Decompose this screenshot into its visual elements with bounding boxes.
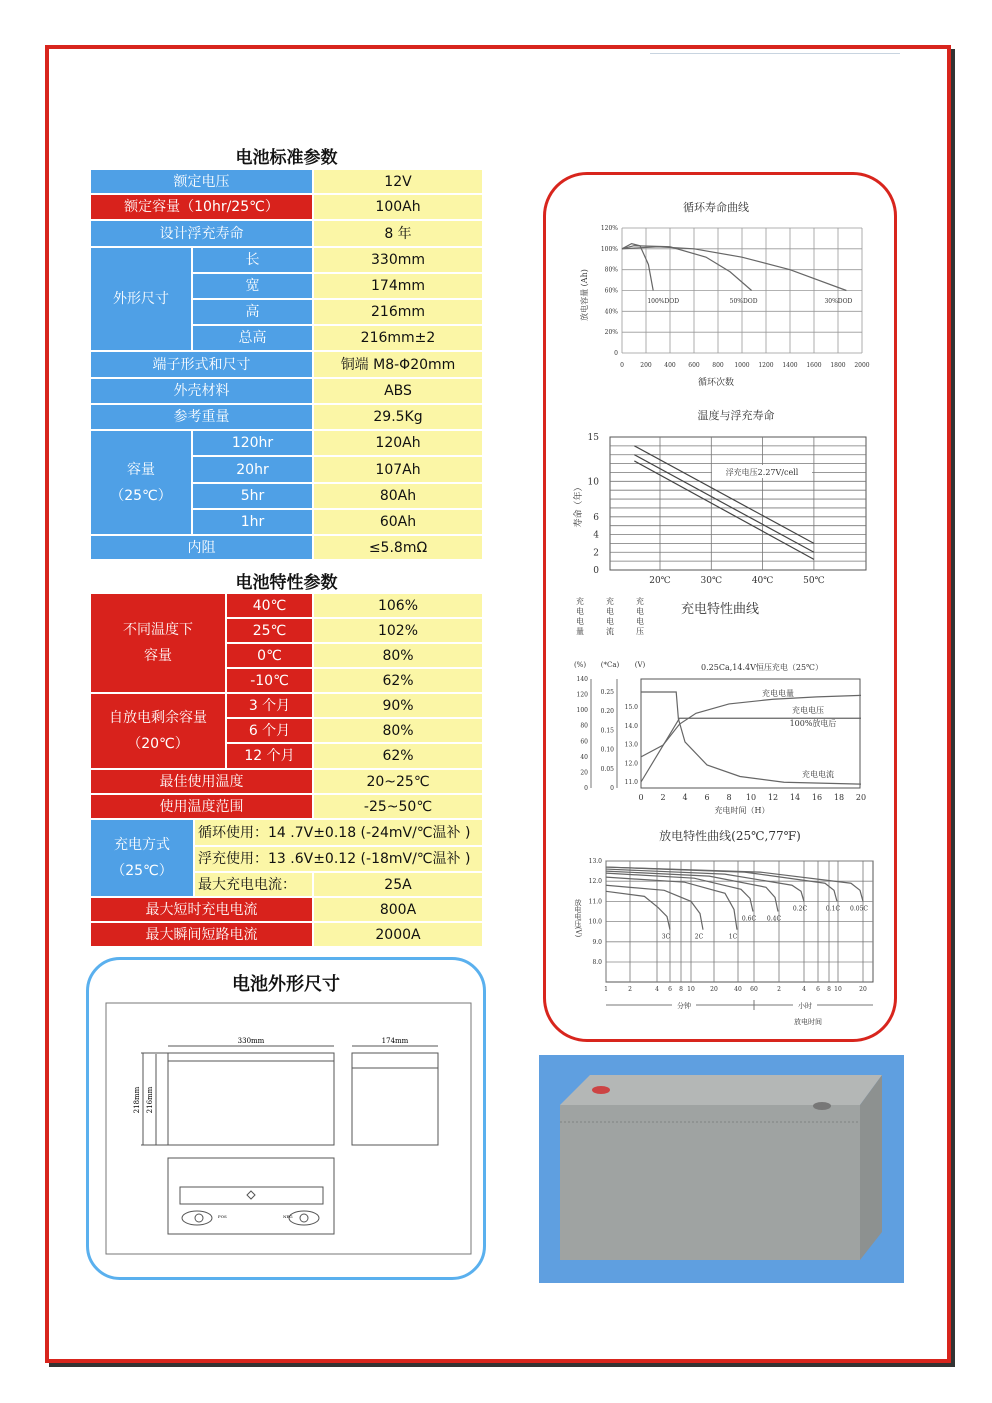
capacity-group-label-text: （25℃） [110, 487, 172, 504]
y-axis-label: 寿命（年） [574, 482, 584, 528]
discharge-curve-label: 0.2C [792, 905, 808, 913]
x-tick-label: 0 [638, 793, 644, 802]
x-tick-label: 6 [816, 986, 820, 993]
param-value-text: 60Ah [379, 514, 417, 530]
temp-capacity-group-text: 容量 [144, 648, 172, 664]
capacity-group-label-text: 容量 [127, 461, 155, 478]
y-tick-label: 20% [604, 329, 618, 337]
y-tick-label: 11.0 [588, 898, 602, 906]
axis-header: 充电电量 [575, 597, 585, 637]
discharge-curve-title: 放电特性曲线(25℃,77℉) [659, 829, 801, 843]
self-discharge-group-text: （20℃） [127, 736, 189, 752]
x-tick-label: 40℃ [751, 576, 774, 586]
ca-tick: 0.20 [600, 708, 614, 716]
ca-tick: 0.10 [600, 746, 614, 754]
y-axis-label: 放电容量 (Ah) [580, 269, 589, 321]
ca-tick: 0 [610, 785, 614, 792]
capacity-label: 充电电量 [762, 689, 794, 698]
x-tick-label: 10 [687, 986, 695, 993]
param-label-text: 端子形式和尺寸 [152, 356, 251, 373]
current-label: 充电电流 [802, 770, 834, 779]
axis-header: 充电电压 [635, 597, 645, 637]
char-value-text: 2000A [375, 926, 421, 943]
x-tick-label: 2 [628, 986, 632, 993]
cycle-curve [622, 244, 653, 291]
discharge-curve [606, 885, 703, 929]
y-tick-label: 40% [604, 308, 618, 316]
param-label-text: 宽 [245, 278, 260, 294]
discharge-curve-label: 1C [728, 933, 738, 941]
discharge-curve-label: 0.6C [741, 915, 757, 923]
param-label-text: 1hr [240, 514, 265, 530]
char-value-text: 80% [382, 722, 414, 739]
param-label-text: 高 [245, 304, 260, 320]
temp-capacity-group-text: 不同温度下 [123, 622, 193, 638]
param-label-text: 总高 [238, 330, 267, 346]
x-tick-label: 20 [710, 986, 718, 993]
x-tick-label: 30℃ [700, 576, 723, 586]
v-tick: 15.0 [624, 704, 638, 711]
voltage-label: 充电电压 [792, 706, 824, 715]
param-label-text: 额定电压 [173, 173, 230, 190]
param-value-text: 107Ah [375, 461, 421, 478]
curve-label: 100%DOD [647, 298, 680, 305]
y-tick-label: 120% [600, 225, 618, 232]
x-tick-label: 2 [777, 986, 781, 993]
battery-illustration [560, 1075, 882, 1260]
x-tick-label: 8 [679, 986, 683, 993]
y-tick-label: 10 [587, 477, 599, 488]
x-tick-label: 4 [655, 986, 659, 993]
v-tick: 14.0 [624, 722, 638, 730]
chart-frame [610, 437, 866, 570]
axis-unit: (%) [573, 661, 587, 669]
cycle-curve [622, 247, 846, 291]
discharge-curve-label: 0.4C [766, 915, 782, 923]
x-tick-label: 6 [668, 986, 672, 993]
y-tick-label: 80% [604, 266, 618, 274]
y-tick-label: 10.0 [588, 918, 602, 926]
axis-header: 充电电流 [605, 597, 615, 637]
param-label-text: 长 [245, 252, 260, 268]
param-value-text: 铜端 M8-Φ20mm [340, 356, 456, 373]
x-tick-label: 1600 [806, 362, 822, 369]
char-label-text: -10℃ [250, 672, 289, 689]
curve-label: 30%DOD [824, 298, 853, 305]
x-axis-label: 循环次数 [697, 378, 735, 388]
char-label-text: 0℃ [257, 647, 282, 664]
char-value-text: 90% [382, 697, 414, 714]
v-tick: 13.0 [624, 741, 638, 749]
v-tick: 11.0 [624, 779, 638, 786]
pct-tick: 120 [576, 691, 588, 699]
height-label: 216mm [146, 1086, 154, 1114]
dimensions-group-label-text: 外形尺寸 [113, 291, 169, 307]
x-tick-label: 10 [745, 793, 757, 802]
x-tick-label: 12 [767, 793, 779, 802]
neg-label: NEG [283, 1214, 293, 1219]
param-label-text: 设计浮充寿命 [159, 225, 244, 242]
y-tick-label: 13.0 [588, 858, 602, 865]
discharge-curve-label: 0.1C [825, 905, 841, 913]
max-charge-current-label-text: 最大充电电流： [198, 876, 296, 893]
charging-method-group-text: 充电方式 [114, 837, 170, 853]
param-label-text: 额定容量（10hr/25℃） [124, 199, 279, 215]
param-value-text: ABS [384, 383, 412, 399]
y-axis-label: 放电电压(V) [574, 898, 582, 938]
pct-tick: 100 [576, 707, 588, 715]
x-tick-label: 16 [811, 793, 823, 802]
char-value-text: -25~50℃ [363, 798, 433, 815]
x-tick-label: 200 [640, 362, 652, 369]
char-value-text: 800A [379, 901, 417, 918]
curve-label: 50%DOD [729, 298, 758, 305]
x-tick-label: 4 [682, 793, 688, 802]
param-value-text: 120Ah [375, 435, 421, 451]
y-tick-label: 4 [593, 530, 599, 541]
y-tick-label: 0 [593, 566, 599, 576]
param-value-text: 330mm [371, 252, 425, 268]
charging-method-group-text: （25℃） [111, 863, 173, 879]
charging-spec-text: 循环使用：14 .7V±0.18 (-24mV/℃温补 ) [198, 824, 471, 841]
x-axis-label: 充电时间（H） [714, 806, 770, 815]
discharge-curve-label: 2C [694, 933, 704, 941]
param-value-text: 216mm [371, 304, 425, 320]
cycle-life-title: 循环寿命曲线 [683, 201, 749, 214]
minutes-label: 分钟 [677, 1002, 691, 1010]
param-value-text: 12V [384, 173, 412, 190]
cycle-curve [622, 246, 752, 291]
discharge-curve-label: 0.05C [850, 905, 868, 913]
pct-tick: 60 [580, 738, 588, 746]
x-tick-label: 18 [833, 793, 845, 802]
x-tick-label: 1000 [734, 362, 750, 369]
char-label-text: 6 个月 [248, 722, 291, 739]
x-tick-label: 1 [604, 986, 608, 993]
y-tick-label: 15 [587, 433, 599, 443]
x-tick-label: 1200 [758, 362, 774, 369]
y-tick-label: 60% [604, 287, 618, 295]
length-label: 330mm [237, 1037, 265, 1045]
y-tick-label: 0 [614, 350, 618, 357]
param-value-text: ≤5.8mΩ [368, 539, 428, 556]
dimensions-drawing-title: 电池外形尺寸 [232, 974, 340, 995]
hours-label: 小时 [798, 1002, 812, 1010]
temp-life-title: 温度与浮充寿命 [697, 409, 775, 422]
x-tick-label: 400 [664, 362, 676, 369]
char-value-text: 80% [382, 647, 414, 664]
x-tick-label: 1800 [830, 362, 846, 369]
width-label: 174mm [381, 1037, 409, 1045]
y-tick-label: 9.0 [592, 938, 602, 946]
x-tick-label: 20 [855, 793, 867, 802]
pct-tick: 80 [580, 722, 588, 730]
charge-subtitle: 0.25Ca,14.4V恒压充电（25℃） [701, 663, 823, 672]
param-label-text: 120hr [231, 435, 274, 451]
characteristics-title: 电池特性参数 [235, 573, 338, 593]
char-label-text: 25℃ [252, 622, 287, 639]
standard-params-title: 电池标准参数 [235, 148, 338, 168]
v-tick: 12.0 [624, 760, 638, 768]
y-tick-label: 6 [593, 512, 599, 523]
x-tick-label: 8 [827, 986, 831, 993]
char-label-text: 3 个月 [248, 697, 291, 714]
axis-unit: (V) [634, 661, 646, 669]
y-tick-label: 12.0 [588, 878, 602, 886]
x-tick-label: 6 [704, 793, 710, 802]
y-tick-label: 2 [593, 548, 599, 559]
param-label-text: 5hr [240, 488, 265, 504]
discharge-curve-label: 3C [661, 933, 671, 941]
char-value-text: 62% [382, 748, 414, 764]
param-label-text: 参考重量 [173, 409, 230, 425]
param-label-text: 20hr [236, 461, 269, 478]
x-tick-label: 20 [859, 986, 867, 993]
pos-label: POS [218, 1214, 227, 1219]
char-value-text: 62% [382, 672, 414, 689]
param-value-text: 174mm [371, 278, 425, 294]
char-label-text: 最佳使用温度 [159, 773, 244, 790]
char-value-text: 20~25℃ [366, 773, 430, 790]
x-tick-label: 40 [734, 986, 742, 993]
y-tick-label: 100% [600, 245, 618, 253]
pct-tick: 20 [580, 769, 588, 777]
x-tick-label: 20℃ [649, 576, 671, 586]
float-voltage-label: 浮充电压2.27V/cell [725, 468, 799, 477]
char-label-text: 使用温度范围 [159, 798, 244, 815]
axis-unit: (*Ca) [600, 661, 620, 669]
total-height-label: 218mm [133, 1086, 141, 1114]
x-tick-label: 2 [660, 793, 666, 802]
x-tick-label: 50℃ [803, 576, 825, 586]
max-charge-current-value-text: 25A [384, 876, 412, 893]
char-label-text: 最大瞬间短路电流 [145, 926, 258, 943]
ca-tick: 0.15 [600, 727, 614, 735]
char-label-text: 最大短时充电电流 [145, 901, 258, 918]
discharge-curve [606, 891, 670, 929]
self-discharge-group-text: 自放电剩余容量 [109, 710, 207, 726]
x-tick-label: 600 [688, 362, 700, 369]
x-tick-label: 14 [789, 793, 801, 802]
char-label-text: 40℃ [252, 597, 287, 614]
ca-tick: 0.05 [600, 765, 614, 773]
param-value-text: 216mm±2 [360, 330, 436, 346]
pct-tick: 140 [576, 676, 588, 683]
pct-tick: 40 [580, 753, 588, 761]
char-label-text: 12 个月 [244, 748, 295, 764]
ca-tick: 0.25 [600, 689, 614, 696]
char-value-text: 106% [377, 597, 419, 614]
param-label-text: 内阻 [187, 539, 216, 556]
param-value-text: 100Ah [375, 199, 421, 215]
param-label-text: 外壳材料 [173, 383, 230, 399]
x-tick-label: 8 [726, 793, 732, 802]
x-tick-label: 4 [802, 986, 806, 993]
life-line [634, 446, 814, 544]
param-value-text: 29.5Kg [373, 409, 423, 425]
after-discharge-label: 100%放电后 [789, 719, 837, 728]
param-value-text: 80Ah [379, 488, 417, 504]
char-value-text: 102% [377, 622, 419, 639]
param-value-text: 8 年 [384, 225, 412, 242]
charge-curve-title: 充电特性曲线 [680, 602, 760, 617]
charging-spec-text: 浮充使用：13 .6V±0.12 (-18mV/℃温补 ) [198, 851, 471, 867]
pct-tick: 0 [584, 785, 588, 792]
x-tick-label: 1400 [782, 362, 798, 369]
x-tick-label: 2000 [854, 362, 870, 369]
y-tick-label: 8.0 [592, 959, 602, 966]
x-tick-label: 800 [712, 362, 724, 369]
x-tick-label: 0 [620, 362, 624, 369]
x-axis-label: 放电时间 [794, 1018, 822, 1026]
x-tick-label: 10 [834, 986, 842, 993]
x-tick-label: 60 [750, 986, 758, 993]
